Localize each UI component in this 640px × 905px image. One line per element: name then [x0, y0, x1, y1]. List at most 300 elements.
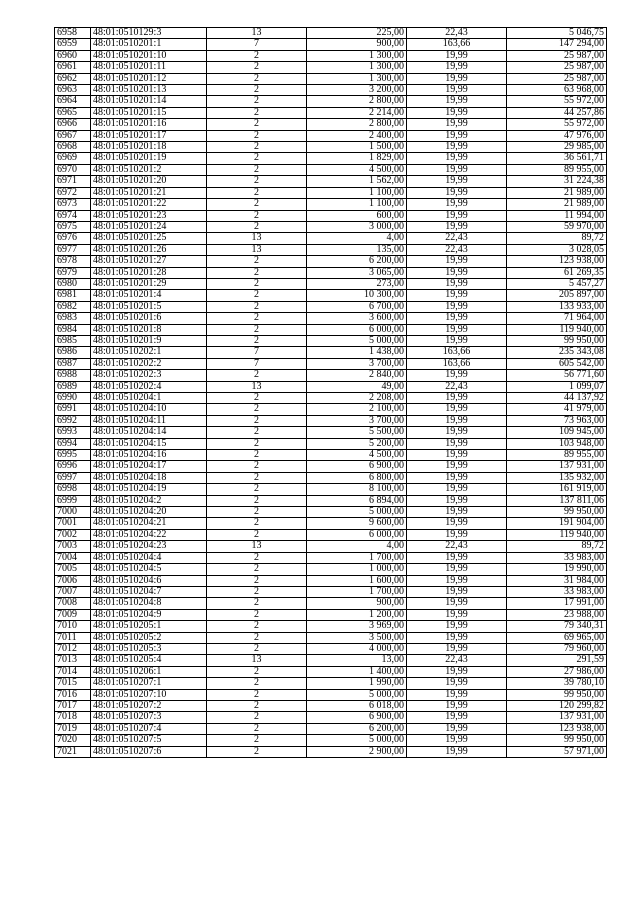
table-row [55, 495, 607, 506]
row-number-cell: 6997 [55, 472, 91, 483]
value-cell: 99 950,00 [507, 689, 607, 700]
row-number-cell: 6985 [55, 335, 91, 346]
rate-cell: 19,99 [407, 393, 507, 404]
row-number-cell: 7012 [55, 643, 91, 654]
value-cell: 5 046,75 [507, 28, 607, 39]
category-code-cell: 2 [207, 632, 307, 643]
cadastral-number-cell: 48:01:0510201:4 [91, 290, 207, 301]
category-code-cell: 2 [207, 164, 307, 175]
category-code-cell: 2 [207, 598, 307, 609]
value-cell: 56 771,60 [507, 370, 607, 381]
rate-cell: 19,99 [407, 666, 507, 677]
rate-cell: 19,99 [407, 621, 507, 632]
value-cell: 89 955,00 [507, 164, 607, 175]
table-row [55, 735, 607, 746]
category-code-cell: 2 [207, 313, 307, 324]
area-cell: 6 900,00 [307, 712, 407, 723]
row-number-cell: 7008 [55, 598, 91, 609]
value-cell: 61 269,35 [507, 267, 607, 278]
table-row [55, 256, 607, 267]
row-number-cell: 6996 [55, 461, 91, 472]
area-cell: 6 894,00 [307, 495, 407, 506]
table-row [55, 655, 607, 666]
table-row [55, 381, 607, 392]
category-code-cell: 2 [207, 393, 307, 404]
category-code-cell: 2 [207, 552, 307, 563]
table-row [55, 507, 607, 518]
table-row [55, 290, 607, 301]
value-cell: 119 940,00 [507, 529, 607, 540]
rate-cell: 19,99 [407, 278, 507, 289]
cadastral-number-cell: 48:01:0510204:5 [91, 564, 207, 575]
area-cell: 900,00 [307, 598, 407, 609]
value-cell: 44 137,92 [507, 393, 607, 404]
table-row [55, 210, 607, 221]
cadastral-number-cell: 48:01:0510207:10 [91, 689, 207, 700]
area-cell: 1 300,00 [307, 62, 407, 73]
cadastral-number-cell: 48:01:0510201:14 [91, 96, 207, 107]
area-cell: 3 700,00 [307, 415, 407, 426]
row-number-cell: 6987 [55, 358, 91, 369]
category-code-cell: 2 [207, 700, 307, 711]
category-code-cell: 2 [207, 256, 307, 267]
row-number-cell: 6986 [55, 347, 91, 358]
cadastral-number-cell: 48:01:0510204:4 [91, 552, 207, 563]
area-cell: 6 700,00 [307, 301, 407, 312]
cadastral-number-cell: 48:01:0510201:26 [91, 244, 207, 255]
area-cell: 225,00 [307, 28, 407, 39]
rate-cell: 19,99 [407, 632, 507, 643]
rate-cell: 19,99 [407, 575, 507, 586]
category-code-cell: 2 [207, 643, 307, 654]
category-code-cell: 13 [207, 28, 307, 39]
value-cell: 79 960,00 [507, 643, 607, 654]
rate-cell: 19,99 [407, 290, 507, 301]
table-row [55, 28, 607, 39]
value-cell: 103 948,00 [507, 438, 607, 449]
row-number-cell: 7003 [55, 541, 91, 552]
rate-cell: 163,66 [407, 39, 507, 50]
cadastral-number-cell: 48:01:0510204:19 [91, 484, 207, 495]
table-row [55, 484, 607, 495]
cadastral-number-cell: 48:01:0510204:7 [91, 586, 207, 597]
value-cell: 3 028,05 [507, 244, 607, 255]
area-cell: 3 700,00 [307, 358, 407, 369]
area-cell: 13,00 [307, 655, 407, 666]
area-cell: 1 500,00 [307, 142, 407, 153]
cadastral-number-cell: 48:01:0510205:1 [91, 621, 207, 632]
cadastral-number-cell: 48:01:0510204:21 [91, 518, 207, 529]
value-cell: 123 938,00 [507, 256, 607, 267]
cadastral-number-cell: 48:01:0510201:28 [91, 267, 207, 278]
table-row [55, 176, 607, 187]
rate-cell: 19,99 [407, 472, 507, 483]
cadastral-number-cell: 48:01:0510204:18 [91, 472, 207, 483]
category-code-cell: 2 [207, 324, 307, 335]
value-cell: 89,72 [507, 233, 607, 244]
table-row [55, 643, 607, 654]
rate-cell: 19,99 [407, 484, 507, 495]
table-row [55, 621, 607, 632]
table-row [55, 96, 607, 107]
category-code-cell: 2 [207, 415, 307, 426]
area-cell: 4 000,00 [307, 643, 407, 654]
rate-cell: 19,99 [407, 438, 507, 449]
cadastral-number-cell: 48:01:0510201:29 [91, 278, 207, 289]
rate-cell: 19,99 [407, 495, 507, 506]
area-cell: 6 200,00 [307, 256, 407, 267]
table-row [55, 518, 607, 529]
table-row [55, 689, 607, 700]
value-cell: 36 561,71 [507, 153, 607, 164]
area-cell: 2 400,00 [307, 130, 407, 141]
category-code-cell: 2 [207, 495, 307, 506]
rate-cell: 19,99 [407, 85, 507, 96]
table-row [55, 529, 607, 540]
table-row [55, 347, 607, 358]
cadastral-number-cell: 48:01:0510201:21 [91, 187, 207, 198]
area-cell: 49,00 [307, 381, 407, 392]
area-cell: 5 000,00 [307, 335, 407, 346]
area-cell: 1 700,00 [307, 552, 407, 563]
category-code-cell: 2 [207, 450, 307, 461]
cadastral-number-cell: 48:01:0510201:23 [91, 210, 207, 221]
category-code-cell: 13 [207, 244, 307, 255]
row-number-cell: 6984 [55, 324, 91, 335]
row-number-cell: 6975 [55, 221, 91, 232]
row-number-cell: 6958 [55, 28, 91, 39]
area-cell: 4 500,00 [307, 164, 407, 175]
category-code-cell: 2 [207, 96, 307, 107]
rate-cell: 19,99 [407, 313, 507, 324]
rate-cell: 19,99 [407, 746, 507, 757]
table-row [55, 632, 607, 643]
cadastral-number-cell: 48:01:0510201:15 [91, 107, 207, 118]
cadastral-number-cell: 48:01:0510207:6 [91, 746, 207, 757]
row-number-cell: 6979 [55, 267, 91, 278]
area-cell: 2 840,00 [307, 370, 407, 381]
category-code-cell: 2 [207, 73, 307, 84]
area-cell: 4,00 [307, 541, 407, 552]
value-cell: 39 780,10 [507, 678, 607, 689]
table-row [55, 199, 607, 210]
row-number-cell: 6965 [55, 107, 91, 118]
area-cell: 2 214,00 [307, 107, 407, 118]
category-code-cell: 2 [207, 507, 307, 518]
table-row [55, 324, 607, 335]
row-number-cell: 7016 [55, 689, 91, 700]
row-number-cell: 6968 [55, 142, 91, 153]
rate-cell: 19,99 [407, 335, 507, 346]
value-cell: 23 988,00 [507, 609, 607, 620]
value-cell: 235 343,08 [507, 347, 607, 358]
row-number-cell: 6991 [55, 404, 91, 415]
cadastral-number-cell: 48:01:0510204:15 [91, 438, 207, 449]
table-row [55, 427, 607, 438]
category-code-cell: 2 [207, 199, 307, 210]
table-row [55, 438, 607, 449]
row-number-cell: 6993 [55, 427, 91, 438]
rate-cell: 19,99 [407, 370, 507, 381]
value-cell: 31 224,38 [507, 176, 607, 187]
row-number-cell: 6999 [55, 495, 91, 506]
value-cell: 147 294,00 [507, 39, 607, 50]
value-cell: 191 904,00 [507, 518, 607, 529]
cadastral-number-cell: 48:01:0510201:8 [91, 324, 207, 335]
table-row [55, 313, 607, 324]
table-row [55, 62, 607, 73]
row-number-cell: 6973 [55, 199, 91, 210]
category-code-cell: 2 [207, 472, 307, 483]
rate-cell: 19,99 [407, 187, 507, 198]
value-cell: 99 950,00 [507, 507, 607, 518]
rate-cell: 22,43 [407, 381, 507, 392]
table-row [55, 221, 607, 232]
row-number-cell: 6959 [55, 39, 91, 50]
value-cell: 99 950,00 [507, 735, 607, 746]
row-number-cell: 6981 [55, 290, 91, 301]
table-row [55, 187, 607, 198]
row-number-cell: 7002 [55, 529, 91, 540]
area-cell: 6 000,00 [307, 324, 407, 335]
category-code-cell: 2 [207, 575, 307, 586]
cadastral-number-cell: 48:01:0510202:2 [91, 358, 207, 369]
cadastral-number-cell: 48:01:0510129:3 [91, 28, 207, 39]
value-cell: 63 968,00 [507, 85, 607, 96]
rate-cell: 19,99 [407, 552, 507, 563]
table-row [55, 301, 607, 312]
cadastral-number-cell: 48:01:0510204:17 [91, 461, 207, 472]
table-row [55, 73, 607, 84]
row-number-cell: 7020 [55, 735, 91, 746]
area-cell: 2 208,00 [307, 393, 407, 404]
area-cell: 6 018,00 [307, 700, 407, 711]
cadastral-number-cell: 48:01:0510202:3 [91, 370, 207, 381]
category-code-cell: 2 [207, 85, 307, 96]
rate-cell: 19,99 [407, 712, 507, 723]
value-cell: 19 990,00 [507, 564, 607, 575]
cadastral-number-cell: 48:01:0510202:4 [91, 381, 207, 392]
cadastral-number-cell: 48:01:0510201:5 [91, 301, 207, 312]
table-row [55, 575, 607, 586]
area-cell: 5 500,00 [307, 427, 407, 438]
cadastral-number-cell: 48:01:0510204:16 [91, 450, 207, 461]
area-cell: 1 562,00 [307, 176, 407, 187]
category-code-cell: 2 [207, 267, 307, 278]
area-cell: 10 300,00 [307, 290, 407, 301]
category-code-cell: 2 [207, 50, 307, 61]
rate-cell: 19,99 [407, 415, 507, 426]
category-code-cell: 2 [207, 609, 307, 620]
table-row [55, 278, 607, 289]
rate-cell: 19,99 [407, 153, 507, 164]
value-cell: 59 970,00 [507, 221, 607, 232]
area-cell: 6 200,00 [307, 723, 407, 734]
value-cell: 120 299,82 [507, 700, 607, 711]
row-number-cell: 7014 [55, 666, 91, 677]
category-code-cell: 2 [207, 187, 307, 198]
cadastral-number-cell: 48:01:0510205:2 [91, 632, 207, 643]
rate-cell: 22,43 [407, 233, 507, 244]
table-row [55, 564, 607, 575]
rate-cell: 19,99 [407, 529, 507, 540]
value-cell: 11 994,00 [507, 210, 607, 221]
area-cell: 3 000,00 [307, 221, 407, 232]
category-code-cell: 2 [207, 130, 307, 141]
row-number-cell: 6980 [55, 278, 91, 289]
value-cell: 33 983,00 [507, 586, 607, 597]
value-cell: 41 979,00 [507, 404, 607, 415]
area-cell: 2 800,00 [307, 119, 407, 130]
table-row [55, 552, 607, 563]
rate-cell: 19,99 [407, 221, 507, 232]
row-number-cell: 6961 [55, 62, 91, 73]
rate-cell: 19,99 [407, 507, 507, 518]
value-cell: 133 933,00 [507, 301, 607, 312]
row-number-cell: 6972 [55, 187, 91, 198]
cadastral-number-cell: 48:01:0510201:2 [91, 164, 207, 175]
area-cell: 5 000,00 [307, 735, 407, 746]
category-code-cell: 7 [207, 39, 307, 50]
row-number-cell: 6964 [55, 96, 91, 107]
value-cell: 27 986,00 [507, 666, 607, 677]
table-row [55, 541, 607, 552]
row-number-cell: 7007 [55, 586, 91, 597]
rate-cell: 19,99 [407, 564, 507, 575]
rate-cell: 19,99 [407, 723, 507, 734]
area-cell: 5 200,00 [307, 438, 407, 449]
category-code-cell: 2 [207, 621, 307, 632]
table-row [55, 130, 607, 141]
category-code-cell: 2 [207, 62, 307, 73]
value-cell: 161 919,00 [507, 484, 607, 495]
row-number-cell: 7010 [55, 621, 91, 632]
table-row [55, 678, 607, 689]
category-code-cell: 2 [207, 210, 307, 221]
value-cell: 55 972,00 [507, 96, 607, 107]
cadastral-number-cell: 48:01:0510207:4 [91, 723, 207, 734]
value-cell: 25 987,00 [507, 50, 607, 61]
area-cell: 4 500,00 [307, 450, 407, 461]
row-number-cell: 6995 [55, 450, 91, 461]
area-cell: 3 500,00 [307, 632, 407, 643]
row-number-cell: 6989 [55, 381, 91, 392]
category-code-cell: 2 [207, 735, 307, 746]
rate-cell: 19,99 [407, 427, 507, 438]
area-cell: 9 600,00 [307, 518, 407, 529]
rate-cell: 19,99 [407, 461, 507, 472]
rate-cell: 19,99 [407, 678, 507, 689]
category-code-cell: 2 [207, 678, 307, 689]
category-code-cell: 2 [207, 153, 307, 164]
category-code-cell: 2 [207, 119, 307, 130]
rate-cell: 19,99 [407, 176, 507, 187]
row-number-cell: 7004 [55, 552, 91, 563]
rate-cell: 19,99 [407, 598, 507, 609]
row-number-cell: 7021 [55, 746, 91, 757]
row-number-cell: 6983 [55, 313, 91, 324]
cadastral-number-cell: 48:01:0510207:3 [91, 712, 207, 723]
category-code-cell: 2 [207, 723, 307, 734]
row-number-cell: 6963 [55, 85, 91, 96]
table-row [55, 461, 607, 472]
value-cell: 31 984,00 [507, 575, 607, 586]
cadastral-number-cell: 48:01:0510201:19 [91, 153, 207, 164]
category-code-cell: 13 [207, 655, 307, 666]
table-row [55, 370, 607, 381]
cadastral-number-cell: 48:01:0510201:11 [91, 62, 207, 73]
category-code-cell: 7 [207, 347, 307, 358]
value-cell: 33 983,00 [507, 552, 607, 563]
table-row [55, 107, 607, 118]
row-number-cell: 7000 [55, 507, 91, 518]
rate-cell: 163,66 [407, 347, 507, 358]
area-cell: 1 600,00 [307, 575, 407, 586]
cadastral-number-cell: 48:01:0510201:22 [91, 199, 207, 210]
area-cell: 1 438,00 [307, 347, 407, 358]
rate-cell: 19,99 [407, 450, 507, 461]
cadastral-number-cell: 48:01:0510201:12 [91, 73, 207, 84]
cadastral-number-cell: 48:01:0510204:20 [91, 507, 207, 518]
area-cell: 1 700,00 [307, 586, 407, 597]
area-cell: 900,00 [307, 39, 407, 50]
cadastral-number-cell: 48:01:0510202:1 [91, 347, 207, 358]
row-number-cell: 6974 [55, 210, 91, 221]
rate-cell: 19,99 [407, 107, 507, 118]
area-cell: 1 200,00 [307, 609, 407, 620]
category-code-cell: 13 [207, 233, 307, 244]
row-number-cell: 6971 [55, 176, 91, 187]
category-code-cell: 2 [207, 427, 307, 438]
rate-cell: 163,66 [407, 358, 507, 369]
row-number-cell: 6977 [55, 244, 91, 255]
value-cell: 29 985,00 [507, 142, 607, 153]
cadastral-number-cell: 48:01:0510201:16 [91, 119, 207, 130]
cadastral-number-cell: 48:01:0510206:1 [91, 666, 207, 677]
value-cell: 79 340,31 [507, 621, 607, 632]
table-row [55, 700, 607, 711]
value-cell: 89 955,00 [507, 450, 607, 461]
cadastral-number-cell: 48:01:0510201:10 [91, 50, 207, 61]
row-number-cell: 7013 [55, 655, 91, 666]
category-code-cell: 2 [207, 484, 307, 495]
category-code-cell: 2 [207, 176, 307, 187]
cadastral-number-cell: 48:01:0510207:1 [91, 678, 207, 689]
cadastral-number-cell: 48:01:0510204:6 [91, 575, 207, 586]
rate-cell: 19,99 [407, 689, 507, 700]
cadastral-number-cell: 48:01:0510201:18 [91, 142, 207, 153]
table-row [55, 85, 607, 96]
rate-cell: 22,43 [407, 28, 507, 39]
value-cell: 71 964,00 [507, 313, 607, 324]
cadastral-number-cell: 48:01:0510204:2 [91, 495, 207, 506]
table-row [55, 233, 607, 244]
table-row [55, 142, 607, 153]
rate-cell: 19,99 [407, 119, 507, 130]
area-cell: 135,00 [307, 244, 407, 255]
category-code-cell: 2 [207, 335, 307, 346]
value-cell: 55 972,00 [507, 119, 607, 130]
rate-cell: 19,99 [407, 210, 507, 221]
rate-cell: 19,99 [407, 700, 507, 711]
cadastral-number-cell: 48:01:0510201:25 [91, 233, 207, 244]
area-cell: 2 100,00 [307, 404, 407, 415]
rate-cell: 19,99 [407, 96, 507, 107]
row-number-cell: 7001 [55, 518, 91, 529]
category-code-cell: 2 [207, 221, 307, 232]
cadastral-number-cell: 48:01:0510201:1 [91, 39, 207, 50]
row-number-cell: 7011 [55, 632, 91, 643]
